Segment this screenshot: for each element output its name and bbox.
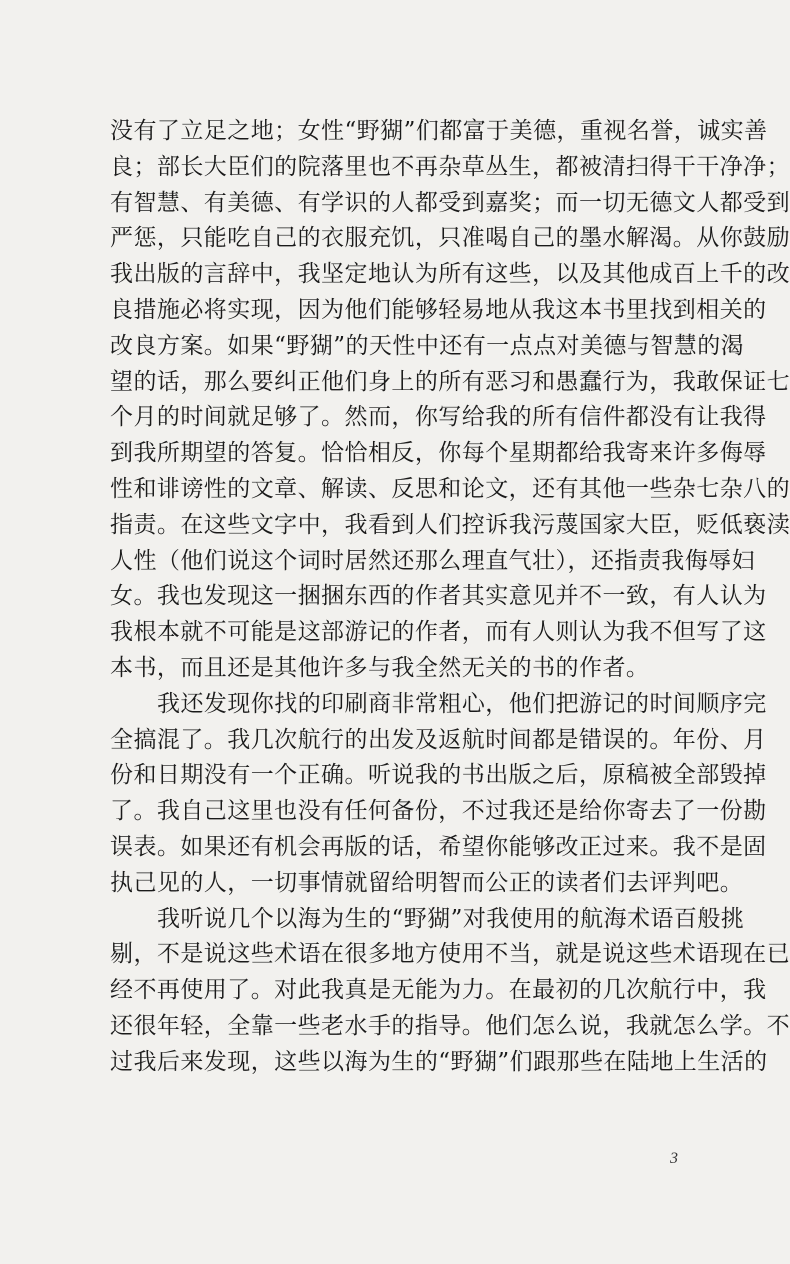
- text-line: 良；部长大臣们的院落里也不再杂草丛生，都被清扫得干干净净；: [110, 153, 790, 180]
- paragraph-end-line: 本书，而且还是其他许多与我全然无关的书的作者。: [110, 654, 650, 681]
- text-line: 还很年轻，全靠一些老水手的指导。他们怎么说，我就怎么学。不: [110, 1012, 790, 1039]
- text-line: 人性（他们说这个词时居然还那么理直气壮），还指责我侮辱妇: [110, 547, 756, 574]
- text-line: 良措施必将实现，因为他们能够轻易地从我这本书里找到相关的: [110, 296, 767, 323]
- paragraph-start-line: 我还发现你找的印刷商非常粗心，他们把游记的时间顺序完: [157, 690, 767, 717]
- body-text: [110, 114, 790, 1081]
- text-line: 我根本就不可能是这部游记的作者，而有人则认为我不但写了这: [110, 619, 767, 646]
- text-line: 份和日期没有一个正确。听说我的书出版之后，原稿被全部毁掉: [110, 762, 767, 789]
- text-line: 指责。在这些文字中，我看到人们控诉我污蔑国家大臣，贬低亵渎: [110, 511, 790, 538]
- text-line: 性和诽谤性的文章、解读、反思和论文，还有其他一些杂七杂八的: [110, 475, 790, 502]
- text-line: 剔，不是说这些术语在很多地方使用不当，就是说这些术语现在已: [110, 941, 790, 968]
- text-line: 望的话，那么要纠正他们身上的所有恶习和愚蠢行为，我敢保证七: [110, 368, 790, 395]
- text-line: 我出版的言辞中，我坚定地认为所有这些，以及其他成百上千的改: [110, 261, 790, 288]
- text-line: 改良方案。如果“野猢”的天性中还有一点点对美德与智慧的渴: [110, 332, 745, 359]
- text-line: 严惩，只能吃自己的衣服充饥，只准喝自己的墨水解渴。从你鼓励: [110, 225, 790, 252]
- text-line: 全搞混了。我几次航行的出发及返航时间都是错误的。年份、月: [110, 726, 767, 753]
- text-line: 女。我也发现这一捆捆东西的作者其实意见并不一致，有人认为: [110, 583, 767, 610]
- text-line: 过我后来发现，这些以海为生的“野猢”们跟那些在陆地上生活的: [110, 1048, 768, 1075]
- text-line: 误表。如果还有机会再版的话，希望你能够改正过来。我不是固: [110, 833, 767, 860]
- text-line: 到我所期望的答复。恰恰相反，你每个星期都给我寄来许多侮辱: [110, 440, 767, 467]
- text-line: 个月的时间就足够了。然而，你写给我的所有信件都没有让我得: [110, 404, 767, 431]
- text-line: 了。我自己这里也没有任何备份，不过我还是给你寄去了一份勘: [110, 798, 767, 825]
- text-line: 没有了立足之地；女性“野猢”们都富于美德，重视名誉，诚实善: [110, 118, 768, 144]
- paragraph-start-line: 我听说几个以海为生的“野猢”对我使用的航海术语百般挑: [157, 905, 745, 932]
- page-number: 3: [670, 1150, 678, 1167]
- text-line: 经不再使用了。对此我真是无能为力。在最初的几次航行中，我: [110, 977, 767, 1004]
- text-line: 有智慧、有美德、有学识的人都受到嘉奖；而一切无德文人都受到: [110, 189, 790, 216]
- paragraph-end-line: 执己见的人，一切事情就留给明智而公正的读者们去评判吧。: [110, 869, 744, 896]
